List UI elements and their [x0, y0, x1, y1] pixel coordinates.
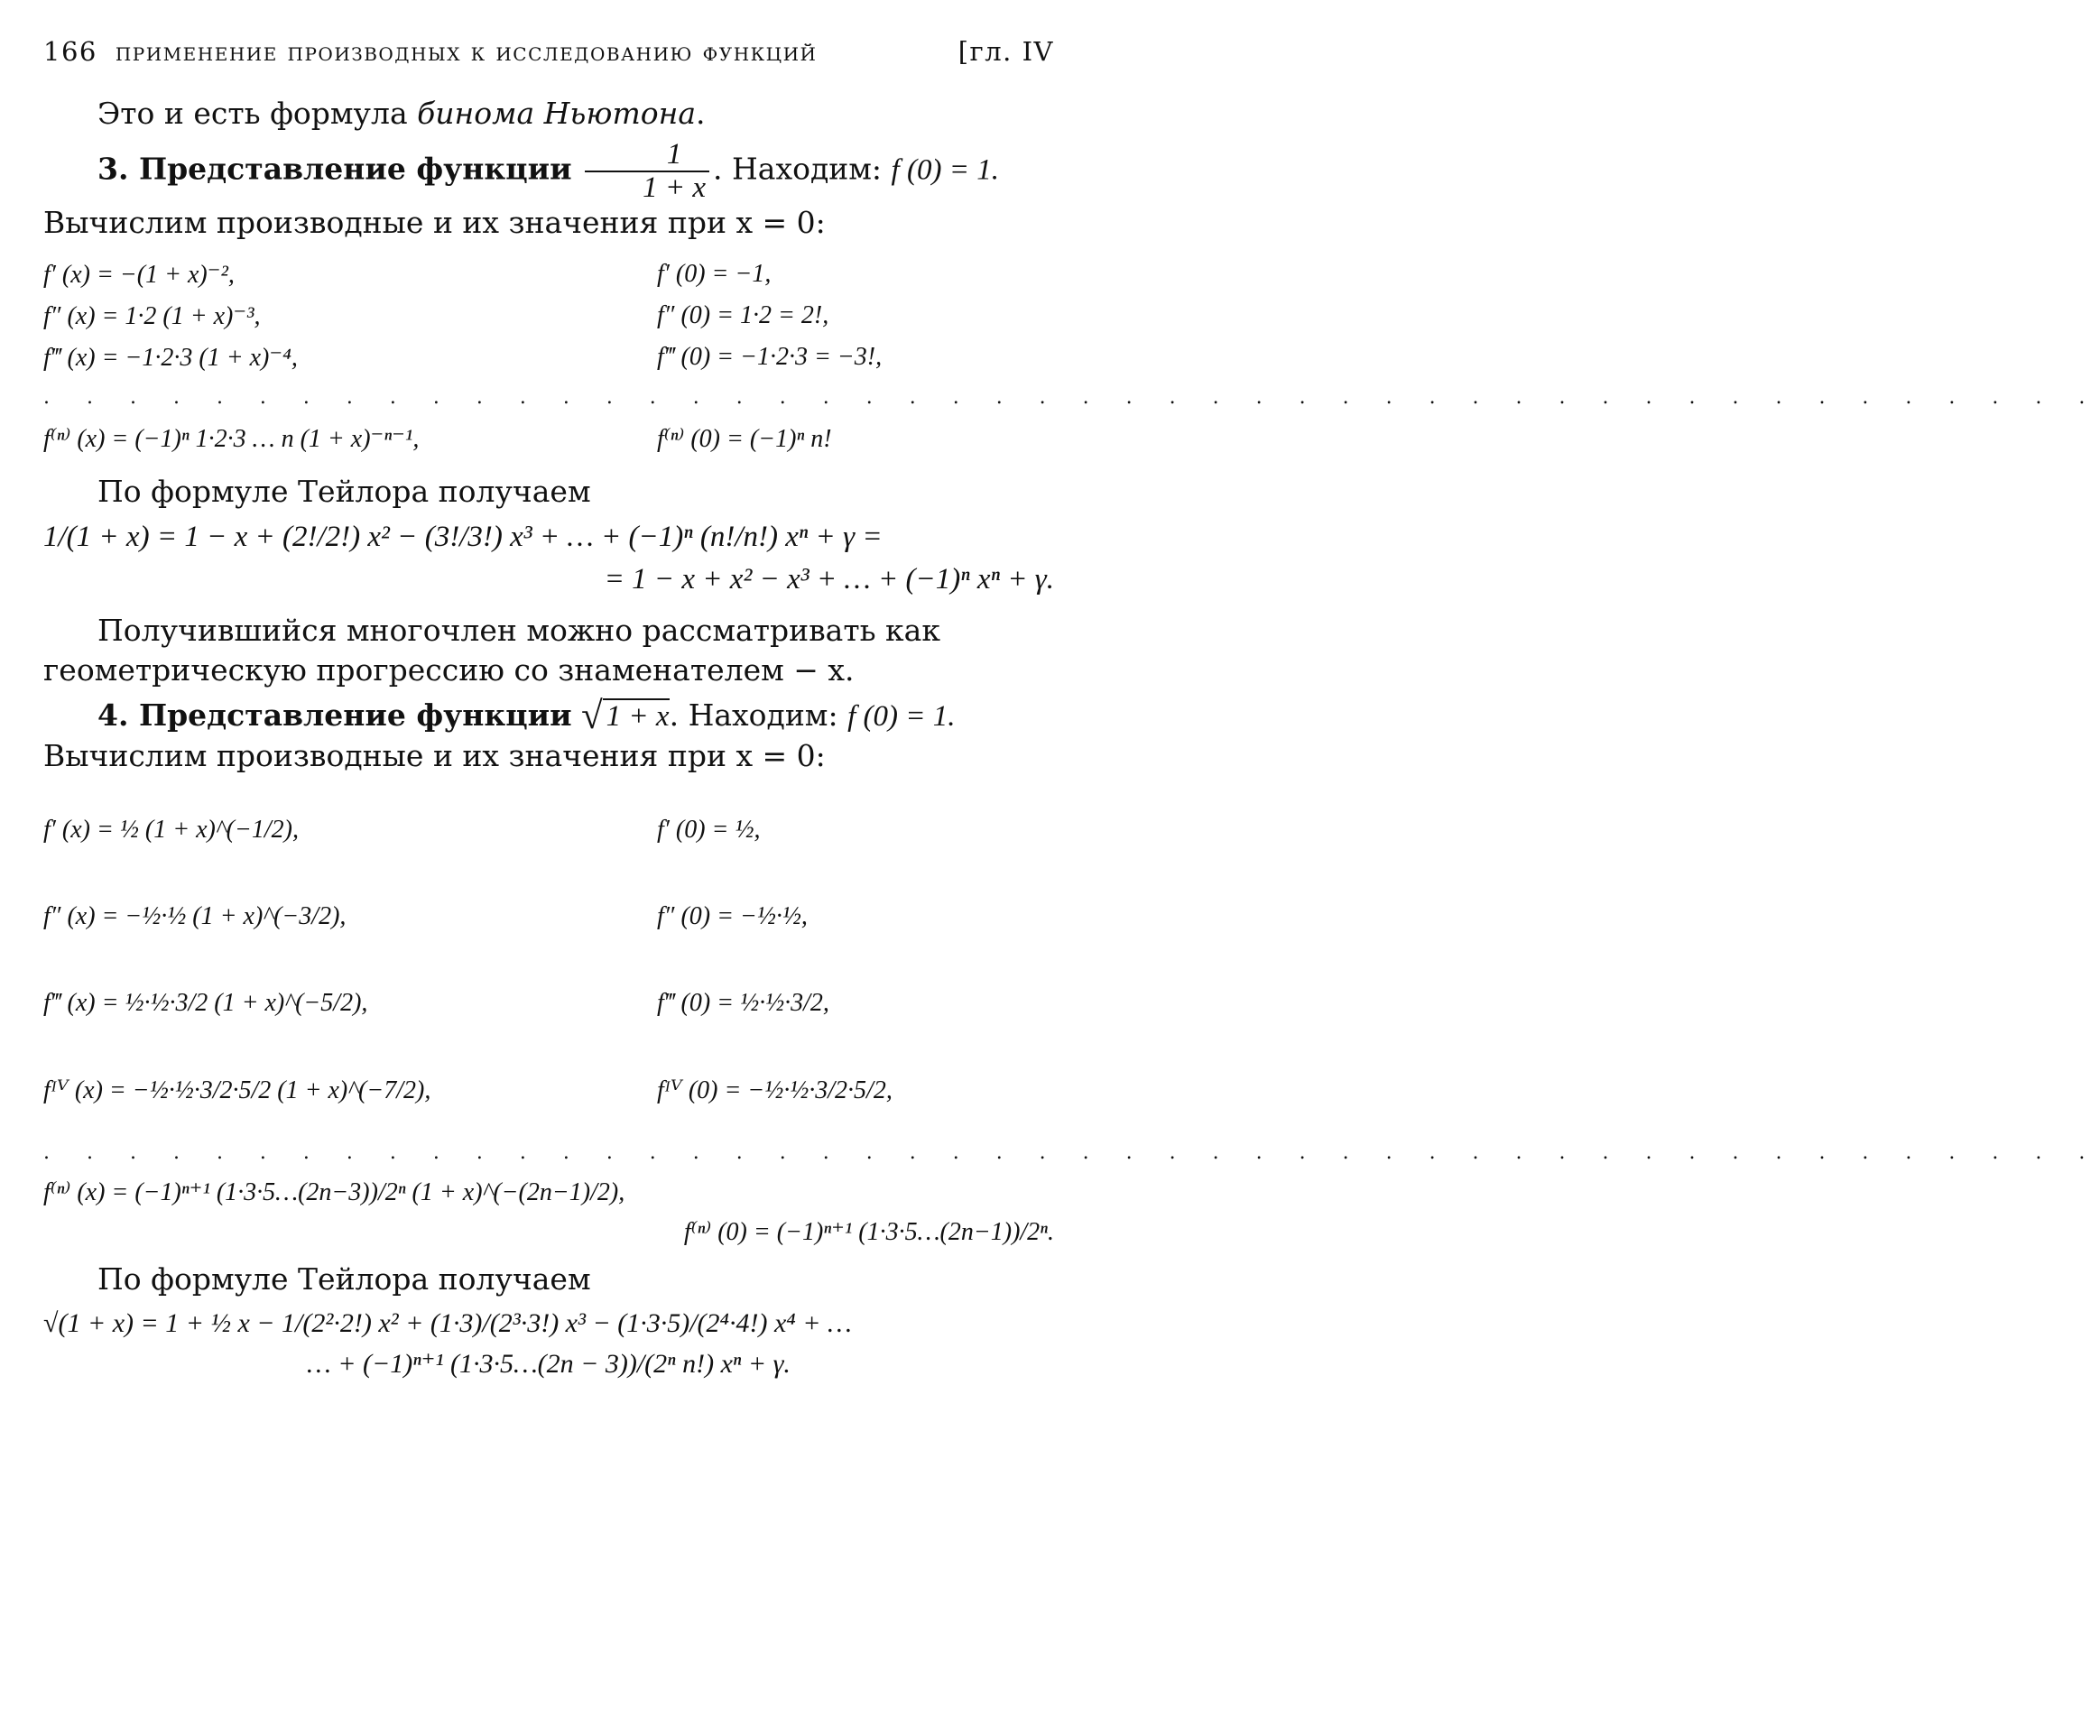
intro-line: Это и есть формула бинома Ньютона. — [97, 96, 706, 131]
ellipsis-dots: . . . . . . . . . . . . . . . . . . . . . . . . . . . . . . . . . . . . . . . . . . . . . . . . — [43, 386, 2100, 410]
s3-row1-right: f′ (0) = −1, — [657, 260, 772, 289]
s3-row2-left: f″ (x) = 1·2 (1 + x)⁻³, — [43, 302, 261, 331]
section4-line2: Вычислим производные и их значения при x = 0: — [43, 738, 826, 774]
s3-row3-right: f‴ (0) = −1·2·3 = −3!, — [657, 343, 883, 372]
section3-formula1: 1/(1 + x) = 1 − x + (2!/2!) x² − (3!/3!) x³ + … + (−1)ⁿ (n!/n!) xⁿ + γ = — [43, 521, 883, 554]
section3-derivatives — [43, 254, 1054, 378]
s4-row2-left: f″ (x) = −½·½ (1 + x)^(−3/2), — [43, 902, 347, 931]
s3-row3-left: f‴ (x) = −1·2·3 (1 + x)⁻⁴, — [43, 344, 298, 373]
section4-radical: √ 1 + x — [581, 695, 670, 738]
s4-row4-right: fᴵⱽ (0) = −½·½·3/2·5/2, — [657, 1076, 893, 1105]
section3-heading: 3. Представление функции — [97, 151, 572, 187]
section4-taylor-intro: По формуле Тейлора получаем — [97, 1261, 591, 1297]
section4-heading: 4. Представление функции — [97, 697, 572, 734]
s4-row2-right: f″ (0) = −½·½, — [657, 902, 808, 931]
chapter-ref: [гл. IV — [957, 36, 1054, 67]
s3-nth-left: f⁽ⁿ⁾ (x) = (−1)ⁿ 1·2·3 … n (1 + x)⁻ⁿ⁻¹, — [43, 425, 420, 454]
book-page — [43, 36, 2100, 1389]
section3-remark: Получившийся многочлен можно рассматривать как геометрическую прогрессию со знаменателем − x. — [43, 613, 940, 688]
section4-formula1: √(1 + x) = 1 + ½ x − 1/(2²·2!) x² + (1·3)/(2³·3!) x³ − (1·3·5)/(2⁴·4!) x⁴ + … — [43, 1308, 852, 1339]
s4-row1-right: f′ (0) = ½, — [657, 816, 761, 845]
section4-derivatives — [43, 787, 1054, 1133]
s3-row2-right: f″ (0) = 1·2 = 2!, — [657, 301, 829, 330]
section3-fraction: $\frac{1}{1 + x}$ — [585, 139, 709, 203]
s4-row1-left: f′ (x) = ½ (1 + x)^(−1/2), — [43, 816, 299, 845]
section4-nth-0: f⁽ⁿ⁾ (0) = (−1)ⁿ⁺¹ (1·3·5…(2n−1))/2ⁿ. — [683, 1218, 1054, 1247]
s4-row4-left: fᴵⱽ (x) = −½·½·3/2·5/2 (1 + x)^(−7/2), — [43, 1076, 431, 1105]
section4-heading-line: 4. Представление функции √ 1 + x. Находим: f (0) = 1. — [97, 695, 956, 738]
page-number: 166 — [43, 36, 97, 67]
section4-nth-x: f⁽ⁿ⁾ (x) = (−1)ⁿ⁺¹ (1·3·5…(2n−3))/2ⁿ (1 + x)^(−(2n−1)/2), — [43, 1178, 625, 1207]
section3-taylor-intro: По формуле Тейлора получаем — [97, 474, 591, 510]
section3-formula2: = 1 − x + x² − x³ + … + (−1)ⁿ xⁿ + γ. — [604, 563, 1054, 596]
running-header — [43, 36, 1054, 67]
section4-formula2: … + (−1)ⁿ⁺¹ (1·3·5…(2n − 3))/(2ⁿ n!) xⁿ + γ. — [307, 1349, 791, 1380]
s4-row3-left: f‴ (x) = ½·½·3/2 (1 + x)^(−5/2), — [43, 989, 368, 1018]
binomial-term: бинома Ньютона — [417, 96, 697, 131]
ellipsis-dots-2: . . . . . . . . . . . . . . . . . . . . . . . . . . . . . . . . . . . . . . . . . . . . . . . . — [43, 1141, 2100, 1165]
section3-heading-line: 3. Представление функции $\frac{1}{1 + x}$ . Находим: f (0) = 1. — [97, 138, 999, 204]
section3-line2: Вычислим производные и их значения при x = 0: — [43, 205, 826, 241]
section3-nth — [43, 418, 1054, 459]
s3-row1-left: f′ (x) = −(1 + x)⁻², — [43, 261, 235, 290]
running-title: применение производных к исследованию функций — [115, 36, 818, 67]
s4-row3-right: f‴ (0) = ½·½·3/2, — [657, 989, 829, 1018]
s3-nth-right: f⁽ⁿ⁾ (0) = (−1)ⁿ n! — [657, 425, 832, 454]
